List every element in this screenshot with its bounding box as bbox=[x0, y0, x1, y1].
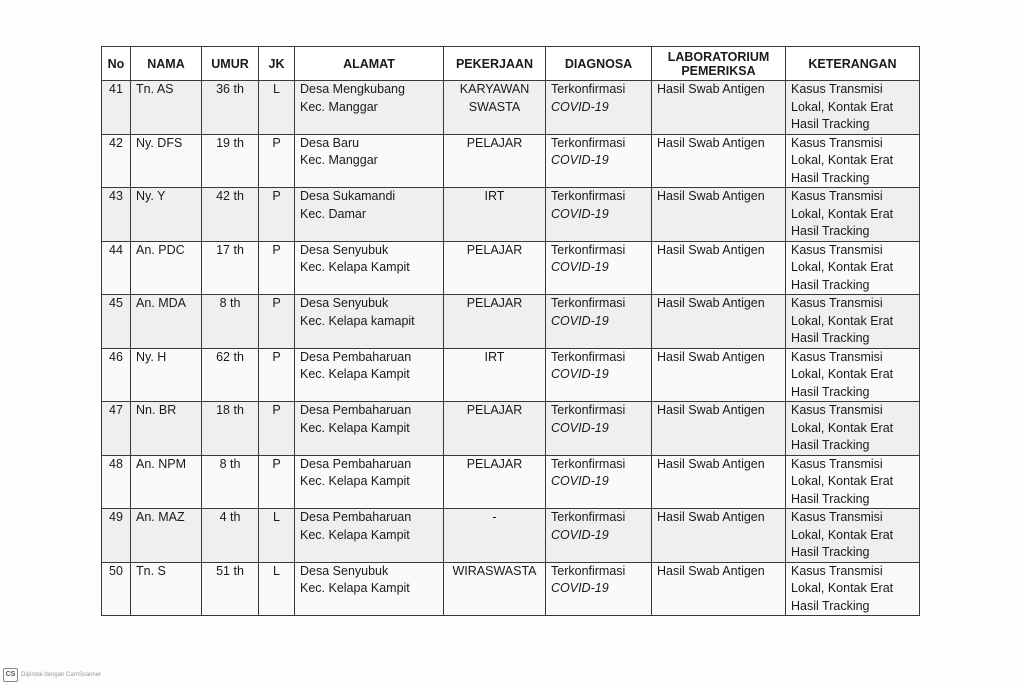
cell-pekerjaan-line: SWASTA bbox=[468, 99, 521, 114]
header-pekerjaan: PEKERJAAN bbox=[444, 47, 546, 81]
cell-keterangan-line: Kasus Transmisi bbox=[791, 242, 883, 257]
cell-umur: 8 th bbox=[202, 295, 259, 349]
scanner-text: Dipindai dengan CamScanner bbox=[21, 672, 102, 678]
cell-keterangan-line: Kasus Transmisi bbox=[791, 135, 883, 150]
cell-diagnosa-line: COVID-19 bbox=[551, 153, 609, 167]
cell-diagnosa bbox=[546, 188, 652, 242]
cell-pekerjaan-line: IRT bbox=[484, 189, 505, 203]
cell-keterangan-line: Kasus Transmisi bbox=[791, 189, 883, 203]
cell-jk: P bbox=[259, 402, 295, 456]
cell-alamat-line: Kec. Kelapa kamapit bbox=[300, 313, 415, 328]
cell-alamat-line: Kec. Manggar bbox=[300, 99, 378, 114]
cell-alamat-line: Desa Pembaharuan bbox=[300, 456, 412, 471]
cell-pekerjaan-line: PELAJAR bbox=[466, 135, 523, 150]
cell-pekerjaan bbox=[444, 402, 546, 456]
table-row bbox=[102, 509, 920, 563]
header-alamat: ALAMAT bbox=[295, 47, 444, 81]
cell-alamat-line: Desa Mengkubang bbox=[300, 82, 405, 96]
cell-umur: 4 th bbox=[202, 509, 259, 563]
cell-diagnosa-line: Terkonfirmasi bbox=[551, 349, 626, 364]
cell-keterangan bbox=[786, 134, 920, 188]
cell-pekerjaan bbox=[444, 81, 546, 135]
cell-diagnosa-line: COVID-19 bbox=[551, 527, 609, 542]
cell-alamat-line: Kec. Kelapa Kampit bbox=[300, 260, 410, 274]
cell-pekerjaan-line: PELAJAR bbox=[466, 296, 523, 310]
cell-keterangan bbox=[786, 402, 920, 456]
cell-keterangan-line: Lokal, Kontak Erat bbox=[791, 367, 894, 381]
cell-alamat bbox=[295, 188, 444, 242]
cell-keterangan bbox=[786, 81, 920, 135]
cell-jk: L bbox=[259, 81, 295, 135]
cell-pekerjaan bbox=[444, 134, 546, 188]
camscanner-logo-icon: CS bbox=[3, 668, 18, 682]
cell-diagnosa-line: Terkonfirmasi bbox=[551, 135, 626, 150]
cell-no: 46 bbox=[102, 348, 131, 402]
cell-jk: L bbox=[259, 509, 295, 563]
cell-alamat bbox=[295, 562, 444, 616]
cell-jk: P bbox=[259, 348, 295, 402]
cell-alamat-line: Kec. Kelapa Kampit bbox=[300, 420, 410, 435]
header-lab-line2: PEMERIKSA bbox=[681, 63, 756, 78]
cell-diagnosa-line: COVID-19 bbox=[551, 260, 609, 274]
cell-nama: Ny. H bbox=[131, 348, 202, 402]
cell-pekerjaan-line: KARYAWAN bbox=[459, 82, 530, 96]
cell-keterangan bbox=[786, 562, 920, 616]
table-row bbox=[102, 455, 920, 509]
cell-alamat bbox=[295, 509, 444, 563]
cell-alamat bbox=[295, 402, 444, 456]
cell-keterangan-line: Lokal, Kontak Erat bbox=[791, 527, 894, 542]
cell-laboratorium: Hasil Swab Antigen bbox=[652, 402, 786, 456]
cell-pekerjaan bbox=[444, 509, 546, 563]
cell-pekerjaan-line: - bbox=[492, 510, 497, 524]
cell-diagnosa bbox=[546, 348, 652, 402]
header-jk: JK bbox=[259, 47, 295, 81]
cell-laboratorium: Hasil Swab Antigen bbox=[652, 295, 786, 349]
cell-jk: P bbox=[259, 188, 295, 242]
cell-nama: An. MAZ bbox=[131, 509, 202, 563]
cell-diagnosa-line: Terkonfirmasi bbox=[551, 82, 626, 96]
table-row bbox=[102, 348, 920, 402]
cell-diagnosa bbox=[546, 509, 652, 563]
cell-keterangan-line: Lokal, Kontak Erat bbox=[791, 260, 894, 274]
cell-keterangan bbox=[786, 295, 920, 349]
cell-jk: L bbox=[259, 562, 295, 616]
cell-keterangan bbox=[786, 188, 920, 242]
cell-keterangan-line: Hasil Tracking bbox=[791, 491, 870, 506]
cell-diagnosa bbox=[546, 241, 652, 295]
cell-keterangan-line: Lokal, Kontak Erat bbox=[791, 581, 894, 595]
cell-diagnosa-line: COVID-19 bbox=[551, 581, 609, 595]
cell-no: 47 bbox=[102, 402, 131, 456]
scanner-watermark bbox=[3, 668, 101, 682]
cell-keterangan-line: Kasus Transmisi bbox=[791, 563, 883, 578]
cell-alamat bbox=[295, 134, 444, 188]
cell-keterangan-line: Hasil Tracking bbox=[791, 277, 870, 292]
cell-diagnosa-line: COVID-19 bbox=[551, 99, 609, 114]
cell-diagnosa-line: Terkonfirmasi bbox=[551, 563, 626, 578]
cell-keterangan bbox=[786, 509, 920, 563]
header-row bbox=[102, 47, 920, 81]
cell-diagnosa-line: Terkonfirmasi bbox=[551, 456, 626, 471]
cell-diagnosa bbox=[546, 134, 652, 188]
cell-umur: 8 th bbox=[202, 455, 259, 509]
table-row bbox=[102, 562, 920, 616]
cell-pekerjaan-line: WIRASWASTA bbox=[452, 563, 537, 578]
table-row bbox=[102, 81, 920, 135]
cell-diagnosa-line: COVID-19 bbox=[551, 474, 609, 488]
cell-diagnosa-line: Terkonfirmasi bbox=[551, 296, 626, 310]
cell-diagnosa bbox=[546, 455, 652, 509]
cell-no: 49 bbox=[102, 509, 131, 563]
cell-alamat-line: Desa Senyubuk bbox=[300, 563, 389, 578]
table-row bbox=[102, 241, 920, 295]
cell-keterangan-line: Hasil Tracking bbox=[791, 224, 870, 238]
cell-umur: 17 th bbox=[202, 241, 259, 295]
cell-keterangan-line: Kasus Transmisi bbox=[791, 82, 883, 96]
cell-nama: Ny. DFS bbox=[131, 134, 202, 188]
cell-laboratorium: Hasil Swab Antigen bbox=[652, 562, 786, 616]
cell-alamat-line: Kec. Manggar bbox=[300, 153, 378, 167]
cell-alamat bbox=[295, 455, 444, 509]
cell-diagnosa bbox=[546, 295, 652, 349]
cell-alamat-line: Kec. Kelapa Kampit bbox=[300, 581, 410, 595]
cell-keterangan-line: Hasil Tracking bbox=[791, 438, 870, 452]
cell-alamat-line: Kec. Damar bbox=[300, 206, 366, 221]
cell-keterangan-line: Hasil Tracking bbox=[791, 598, 870, 613]
cell-diagnosa-line: COVID-19 bbox=[551, 206, 609, 221]
header-nama: NAMA bbox=[131, 47, 202, 81]
cell-diagnosa-line: Terkonfirmasi bbox=[551, 403, 626, 417]
cell-keterangan-line: Lokal, Kontak Erat bbox=[791, 206, 894, 221]
cell-no: 44 bbox=[102, 241, 131, 295]
cell-keterangan-line: Hasil Tracking bbox=[791, 384, 870, 399]
table-row bbox=[102, 188, 920, 242]
cell-keterangan-line: Lokal, Kontak Erat bbox=[791, 420, 894, 435]
cell-pekerjaan bbox=[444, 455, 546, 509]
cell-diagnosa-line: Terkonfirmasi bbox=[551, 189, 626, 203]
cell-keterangan bbox=[786, 348, 920, 402]
cell-alamat bbox=[295, 81, 444, 135]
cell-alamat-line: Desa Senyubuk bbox=[300, 296, 389, 310]
cell-nama: An. NPM bbox=[131, 455, 202, 509]
cell-alamat bbox=[295, 295, 444, 349]
cell-umur: 19 th bbox=[202, 134, 259, 188]
cell-laboratorium: Hasil Swab Antigen bbox=[652, 81, 786, 135]
cell-pekerjaan-line: PELAJAR bbox=[466, 456, 523, 471]
cell-umur: 36 th bbox=[202, 81, 259, 135]
cell-pekerjaan bbox=[444, 241, 546, 295]
cell-keterangan-line: Lokal, Kontak Erat bbox=[791, 313, 894, 328]
cell-no: 48 bbox=[102, 455, 131, 509]
header-diagnosa: DIAGNOSA bbox=[546, 47, 652, 81]
cell-no: 50 bbox=[102, 562, 131, 616]
cell-diagnosa-line: Terkonfirmasi bbox=[551, 510, 626, 524]
cell-keterangan-line: Kasus Transmisi bbox=[791, 510, 883, 524]
cell-alamat-line: Desa Pembaharuan bbox=[300, 349, 412, 364]
cell-keterangan-line: Lokal, Kontak Erat bbox=[791, 474, 894, 488]
table-body bbox=[102, 81, 920, 616]
cell-nama: An. PDC bbox=[131, 241, 202, 295]
cell-diagnosa bbox=[546, 402, 652, 456]
cell-keterangan-line: Kasus Transmisi bbox=[791, 296, 883, 310]
cell-no: 41 bbox=[102, 81, 131, 135]
cell-pekerjaan bbox=[444, 348, 546, 402]
cell-no: 43 bbox=[102, 188, 131, 242]
patient-table bbox=[101, 46, 920, 616]
cell-diagnosa-line: COVID-19 bbox=[551, 420, 609, 435]
header-umur: UMUR bbox=[202, 47, 259, 81]
cell-nama: Tn. AS bbox=[131, 81, 202, 135]
cell-laboratorium: Hasil Swab Antigen bbox=[652, 134, 786, 188]
cell-diagnosa-line: Terkonfirmasi bbox=[551, 242, 626, 257]
cell-pekerjaan-line: PELAJAR bbox=[466, 242, 523, 257]
cell-keterangan bbox=[786, 455, 920, 509]
cell-umur: 62 th bbox=[202, 348, 259, 402]
cell-laboratorium: Hasil Swab Antigen bbox=[652, 188, 786, 242]
cell-alamat-line: Desa Sukamandi bbox=[300, 189, 396, 203]
cell-jk: P bbox=[259, 295, 295, 349]
cell-keterangan bbox=[786, 241, 920, 295]
cell-keterangan-line: Kasus Transmisi bbox=[791, 456, 883, 471]
table-row bbox=[102, 295, 920, 349]
cell-pekerjaan bbox=[444, 562, 546, 616]
cell-alamat-line: Kec. Kelapa Kampit bbox=[300, 367, 410, 381]
cell-no: 45 bbox=[102, 295, 131, 349]
cell-pekerjaan-line: IRT bbox=[484, 349, 505, 364]
cell-no: 42 bbox=[102, 134, 131, 188]
cell-jk: P bbox=[259, 134, 295, 188]
cell-nama: An. MDA bbox=[131, 295, 202, 349]
cell-keterangan-line: Kasus Transmisi bbox=[791, 349, 883, 364]
table-row bbox=[102, 134, 920, 188]
cell-nama: Nn. BR bbox=[131, 402, 202, 456]
cell-keterangan-line: Lokal, Kontak Erat bbox=[791, 153, 894, 167]
cell-pekerjaan bbox=[444, 295, 546, 349]
cell-nama: Tn. S bbox=[131, 562, 202, 616]
cell-keterangan-line: Hasil Tracking bbox=[791, 170, 870, 185]
header-lab-line1: LABORATORIUM bbox=[667, 49, 770, 64]
cell-keterangan-line: Hasil Tracking bbox=[791, 117, 870, 131]
header-laboratorium bbox=[652, 47, 786, 81]
cell-alamat-line: Desa Pembaharuan bbox=[300, 510, 412, 524]
header-keterangan: KETERANGAN bbox=[786, 47, 920, 81]
cell-diagnosa bbox=[546, 81, 652, 135]
cell-alamat-line: Kec. Kelapa Kampit bbox=[300, 474, 410, 488]
cell-alamat bbox=[295, 348, 444, 402]
cell-jk: P bbox=[259, 455, 295, 509]
cell-keterangan-line: Lokal, Kontak Erat bbox=[791, 99, 894, 114]
cell-diagnosa-line: COVID-19 bbox=[551, 367, 609, 381]
cell-alamat-line: Desa Pembaharuan bbox=[300, 403, 412, 417]
table-row bbox=[102, 402, 920, 456]
cell-umur: 42 th bbox=[202, 188, 259, 242]
cell-alamat-line: Kec. Kelapa Kampit bbox=[300, 527, 410, 542]
cell-alamat-line: Desa Baru bbox=[300, 135, 360, 150]
cell-laboratorium: Hasil Swab Antigen bbox=[652, 509, 786, 563]
cell-keterangan-line: Kasus Transmisi bbox=[791, 403, 883, 417]
cell-laboratorium: Hasil Swab Antigen bbox=[652, 241, 786, 295]
cell-laboratorium: Hasil Swab Antigen bbox=[652, 455, 786, 509]
cell-pekerjaan-line: PELAJAR bbox=[466, 403, 523, 417]
cell-alamat-line: Desa Senyubuk bbox=[300, 242, 389, 257]
header-no: No bbox=[102, 47, 131, 81]
cell-umur: 51 th bbox=[202, 562, 259, 616]
cell-keterangan-line: Hasil Tracking bbox=[791, 331, 870, 345]
cell-keterangan-line: Hasil Tracking bbox=[791, 545, 870, 559]
cell-pekerjaan bbox=[444, 188, 546, 242]
cell-jk: P bbox=[259, 241, 295, 295]
cell-nama: Ny. Y bbox=[131, 188, 202, 242]
cell-laboratorium: Hasil Swab Antigen bbox=[652, 348, 786, 402]
cell-alamat bbox=[295, 241, 444, 295]
cell-umur: 18 th bbox=[202, 402, 259, 456]
cell-diagnosa bbox=[546, 562, 652, 616]
cell-diagnosa-line: COVID-19 bbox=[551, 313, 609, 328]
